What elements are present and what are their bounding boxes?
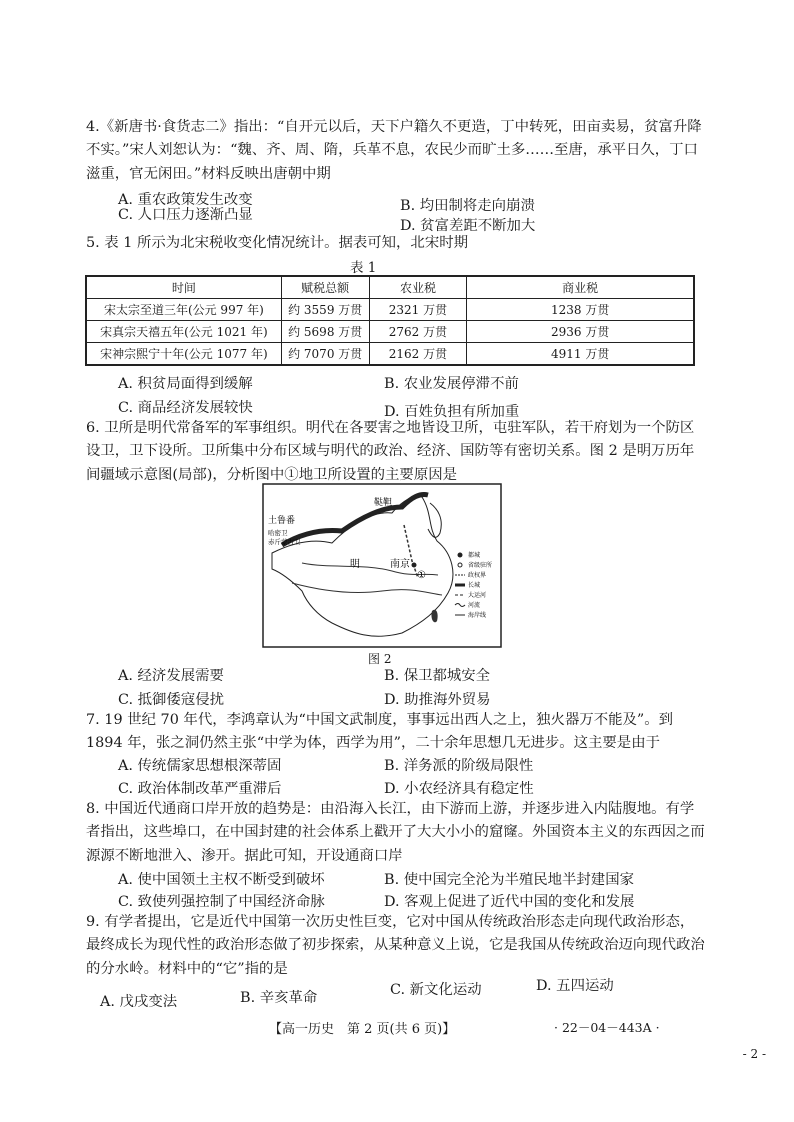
- q6-option-c[interactable]: C. 抵御倭寇侵扰: [118, 692, 224, 708]
- question-8-options-row-2: [100, 890, 700, 912]
- map-label-site-1: ①: [417, 570, 426, 581]
- map-label-tatar: 鞑靼: [374, 498, 393, 508]
- map-label-nanjing: 南京: [390, 559, 410, 570]
- table-cell: 宋真宗天禧五年(公元 1021 年): [86, 321, 281, 343]
- table-cell: 2162 万贯: [369, 343, 467, 366]
- page-footer: [86, 1018, 706, 1038]
- q4-option-d[interactable]: D. 贫富差距不断加大: [400, 218, 536, 234]
- map-label-ming: 明: [350, 559, 360, 570]
- footer-subject-page: 【高一历史 第 2 页(共 6 页)】: [269, 1022, 456, 1037]
- q9-option-d[interactable]: D. 五四运动: [536, 978, 614, 994]
- table-cell: 约 3559 万贯: [281, 299, 369, 321]
- table-cell: 4911 万贯: [467, 343, 694, 366]
- tax-table: [85, 275, 695, 366]
- q8-option-b[interactable]: B. 使中国完全沦为半殖民地半封建国家: [384, 872, 634, 888]
- q4-option-b[interactable]: B. 均田制将走向崩溃: [400, 198, 535, 214]
- table-header-time: 时间: [86, 276, 281, 299]
- question-9: [86, 911, 706, 981]
- question-4-options-row-2: [100, 207, 700, 234]
- table-cell: 2321 万贯: [369, 299, 467, 321]
- table-row: [86, 321, 694, 343]
- q7-option-b[interactable]: B. 洋务派的阶级局限性: [384, 758, 534, 774]
- question-9-stem: 9. 有学者提出，它是近代中国第一次历史性巨变，它对中国从传统政治形态走向现代政治形态，最终成长为现代性的政治形态做了初步探索，从某种意义上说，它是我国从传统政治迈向现代政治的分水岭。材料中的“它”指的是: [86, 914, 705, 977]
- question-6-options-row-1: [100, 664, 700, 686]
- legend-label: 省级驻所: [468, 562, 493, 569]
- legend-label: 长城: [468, 582, 481, 589]
- question-5: [86, 232, 706, 255]
- table-cell: 2762 万贯: [369, 321, 467, 343]
- table-row: [86, 343, 694, 366]
- question-6-options-row-2: [100, 688, 700, 710]
- table-cell: 2936 万贯: [467, 321, 694, 343]
- question-7-stem: 7. 19 世纪 70 年代，李鸿章认为“中国文武制度，事事远出西人之上，独火器万不能及”。到 1894 年，张之洞仍然主张“中学为体，西学为用”，二十余年思想几无进步。这主要是由于: [86, 712, 674, 752]
- q5-option-a[interactable]: A. 积贫局面得到缓解: [118, 376, 253, 392]
- map-label-turpan: 土鲁番: [268, 516, 296, 526]
- q5-option-b[interactable]: B. 农业发展停滞不前: [384, 376, 519, 392]
- question-8: [86, 798, 706, 868]
- table-header-row: [86, 276, 694, 299]
- q4-option-a[interactable]: A. 重农政策发生改变: [118, 192, 253, 208]
- legend-label: 都城: [468, 552, 481, 559]
- question-7: [86, 709, 706, 756]
- question-5-stem: 5. 表 1 所示为北宋税收变化情况统计。据表可知，北宋时期: [86, 235, 468, 251]
- q9-option-c[interactable]: C. 新文化运动: [390, 982, 482, 998]
- q6-option-d[interactable]: D. 助推海外贸易: [384, 692, 491, 708]
- q5-option-c[interactable]: C. 商品经济发展较快: [118, 400, 253, 416]
- q6-option-a[interactable]: A. 经济发展需要: [118, 668, 224, 684]
- table-header-total: 赋税总额: [281, 276, 369, 299]
- q6-option-b[interactable]: B. 保卫都城安全: [384, 668, 491, 684]
- q7-option-d[interactable]: D. 小农经济具有稳定性: [384, 781, 534, 797]
- legend-capital-icon: [458, 553, 463, 558]
- question-7-options-row-1: [100, 754, 700, 776]
- legend-label: 大运河: [468, 592, 487, 599]
- table-header-commerce: 商业税: [467, 276, 694, 299]
- q7-option-c[interactable]: C. 政治体制改革严重滞后: [118, 781, 282, 797]
- question-5-options-row-2: [100, 396, 700, 418]
- table-1-title: 表 1: [350, 260, 377, 276]
- question-6-stem: 6. 卫所是明代常备军的军事组织。明代在各要害之地皆设卫所，屯驻军队，若干府划为一个防区设卫，卫下设所。卫所集中分布区域与明代的政治、经济、国防等有密切关系。图 2 是明万历年间疆域示意图(局部)，分析图中①地卫所设置的主要原因是: [86, 420, 695, 483]
- question-6: [86, 417, 706, 487]
- map-label-chijin: 赤斤蒙古卫: [268, 538, 301, 546]
- legend-label: 海岸线: [468, 612, 487, 619]
- nanjing-capital-icon: [412, 563, 417, 568]
- ming-territory-map: [262, 483, 502, 648]
- q7-option-a[interactable]: A. 传统儒家思想根深蒂固: [118, 758, 282, 774]
- map-label-hami: 哈密卫: [268, 529, 288, 537]
- q5-option-d[interactable]: D. 百姓负担有所加重: [384, 404, 520, 420]
- table-row: [86, 299, 694, 321]
- table-cell: 约 7070 万贯: [281, 343, 369, 366]
- q8-option-a[interactable]: A. 使中国领土主权不断受到破坏: [118, 872, 325, 888]
- q8-option-d[interactable]: D. 客观上促进了近代中国的变化和发展: [384, 894, 635, 910]
- map-figure: [262, 483, 502, 648]
- table-header-agri: 农业税: [369, 276, 467, 299]
- q9-option-b[interactable]: B. 辛亥革命: [240, 990, 318, 1006]
- q4-option-c[interactable]: C. 人口压力逐渐凸显: [118, 207, 253, 223]
- question-7-options-row-2: [100, 777, 700, 799]
- legend-label: 政权界: [468, 572, 487, 579]
- question-5-options-row-1: [100, 372, 700, 394]
- question-8-options-row-1: [100, 868, 700, 890]
- question-4-stem: 4.《新唐书·食货志二》指出：“自开元以后，天下户籍久不更造，丁中转死，田亩卖易，贫富升降不实。”宋人刘恕认为：“魏、齐、周、隋，兵革不息，农民少而旷土多……至唐，承平日久，丁口滋重，官无闲田。”材料反映出唐朝中期: [86, 119, 702, 182]
- legend-label: 河流: [468, 602, 481, 609]
- table-cell: 1238 万贯: [467, 299, 694, 321]
- question-4: [86, 116, 706, 186]
- q9-option-a[interactable]: A. 戊戌变法: [100, 994, 178, 1010]
- table-cell: 宋神宗熙宁十年(公元 1077 年): [86, 343, 281, 366]
- q8-option-c[interactable]: C. 致使列强控制了中国经济命脉: [118, 894, 325, 910]
- question-9-options: [100, 978, 700, 1010]
- question-8-stem: 8. 中国近代通商口岸开放的趋势是：由沿海入长江，由下游而上游，并逐步进入内陆腹地。有学者指出，这些埠口，在中国封建的社会体系上戳开了大大小小的窟窿。外国资本主义的东西因之而源源不断地泄入、渗开。据此可知，开设通商口岸: [86, 801, 705, 864]
- table-cell: 宋太宗至道三年(公元 997 年): [86, 299, 281, 321]
- page-number: - 2 -: [742, 1047, 766, 1061]
- footer-exam-code: · 22－04－443A ·: [554, 1020, 660, 1035]
- figure-2-caption: 图 2: [368, 652, 392, 666]
- table-cell: 约 5698 万贯: [281, 321, 369, 343]
